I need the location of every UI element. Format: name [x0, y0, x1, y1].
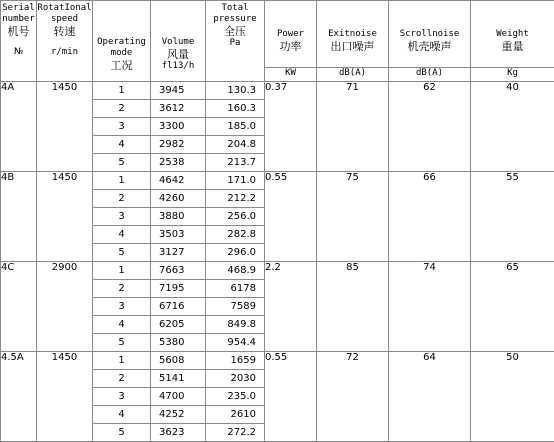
- operating-mode-cell: 2: [93, 100, 151, 118]
- header-scrollnoise-en1: Scrollnoise: [389, 29, 470, 40]
- volume-cell: 5380: [151, 334, 206, 352]
- operating-mode-cell: 4: [93, 226, 151, 244]
- volume-cell: 3127: [151, 244, 206, 262]
- volume-cell: 3623: [151, 424, 206, 442]
- volume-cell: 4260: [151, 190, 206, 208]
- header-volume-cn: 风量: [151, 48, 205, 61]
- table-row: [1, 352, 554, 370]
- volume-cell: 6205: [151, 316, 206, 334]
- model-number-cell: 4B: [1, 172, 37, 262]
- header-row: [1, 1, 554, 82]
- header-exitnoise-unit: dB(A): [317, 68, 388, 79]
- volume-cell: 6716: [151, 298, 206, 316]
- model-number-cell: 4.5A: [1, 352, 37, 442]
- header-volume: [151, 1, 206, 82]
- model-number-cell: 4C: [1, 262, 37, 352]
- header-serial-cn: 机号: [1, 25, 36, 38]
- volume-cell: 3300: [151, 118, 206, 136]
- power-cell: 0.55: [265, 352, 317, 442]
- volume-cell: 5608: [151, 352, 206, 370]
- weight-cell: 55: [471, 172, 554, 262]
- operating-mode-cell: 4: [93, 406, 151, 424]
- volume-cell: 4252: [151, 406, 206, 424]
- operating-mode-cell: 3: [93, 208, 151, 226]
- volume-cell: 3503: [151, 226, 206, 244]
- pressure-cell: 171.0: [206, 172, 265, 190]
- pressure-cell: 6178: [206, 280, 265, 298]
- pressure-cell: 130.3: [206, 82, 265, 100]
- header-power: [265, 1, 317, 82]
- power-cell: 0.37: [265, 82, 317, 172]
- weight-cell: 65: [471, 262, 554, 352]
- operating-mode-cell: 1: [93, 82, 151, 100]
- weight-cell: 50: [471, 352, 554, 442]
- volume-cell: 4642: [151, 172, 206, 190]
- pressure-cell: 160.3: [206, 100, 265, 118]
- table-row: [1, 82, 554, 100]
- model-number-cell: 4A: [1, 82, 37, 172]
- pressure-cell: 282.8: [206, 226, 265, 244]
- header-volume-en1: Volume: [151, 37, 205, 48]
- header-weight: [471, 1, 554, 82]
- volume-cell: 5141: [151, 370, 206, 388]
- exit-noise-cell: 72: [317, 352, 389, 442]
- header-volume-unit: fl13/h: [151, 61, 205, 72]
- header-power-cn: 功率: [265, 40, 316, 53]
- operating-mode-cell: 3: [93, 388, 151, 406]
- header-speed-en2: speed: [37, 14, 92, 25]
- speed-cell: 1450: [37, 172, 93, 262]
- header-mode-en2: mode: [93, 48, 150, 59]
- header-serial-unit: №: [1, 47, 36, 58]
- header-power-en1: Power: [265, 29, 316, 40]
- operating-mode-cell: 4: [93, 316, 151, 334]
- power-cell: 2.2: [265, 262, 317, 352]
- pressure-cell: 204.8: [206, 136, 265, 154]
- exit-noise-cell: 71: [317, 82, 389, 172]
- operating-mode-cell: 2: [93, 280, 151, 298]
- scroll-noise-cell: 62: [389, 82, 471, 172]
- header-mode-cn: 工况: [93, 59, 150, 72]
- header-pressure-unit: Pa: [206, 38, 264, 49]
- header-power-unit: KW: [265, 68, 316, 79]
- header-total-pressure: [206, 1, 265, 82]
- header-exit-noise: [317, 1, 389, 82]
- pressure-cell: 212.2: [206, 190, 265, 208]
- pressure-cell: 256.0: [206, 208, 265, 226]
- header-speed-unit: r/min: [37, 47, 92, 58]
- volume-cell: 2538: [151, 154, 206, 172]
- pressure-cell: 954.4: [206, 334, 265, 352]
- pressure-cell: 1659: [206, 352, 265, 370]
- header-scrollnoise-unit: dB(A): [389, 68, 470, 79]
- header-serial-en2: number: [1, 14, 36, 25]
- pressure-cell: 213.7: [206, 154, 265, 172]
- header-pressure-cn: 全压: [206, 25, 264, 38]
- operating-mode-cell: 5: [93, 154, 151, 172]
- header-pressure-en1: Total: [206, 3, 264, 14]
- pressure-cell: 272.2: [206, 424, 265, 442]
- header-weight-cn: 重量: [471, 40, 554, 53]
- exit-noise-cell: 85: [317, 262, 389, 352]
- spec-table-body: [1, 82, 554, 442]
- operating-mode-cell: 1: [93, 262, 151, 280]
- header-scroll-noise: [389, 1, 471, 82]
- header-serial-number: [1, 1, 37, 82]
- header-rotational-speed: [37, 1, 93, 82]
- operating-mode-cell: 5: [93, 334, 151, 352]
- operating-mode-cell: 2: [93, 190, 151, 208]
- header-mode-en1: Operating: [93, 37, 150, 48]
- header-speed-en1: RotatIonal: [37, 3, 92, 14]
- pressure-cell: 2030: [206, 370, 265, 388]
- speed-cell: 1450: [37, 352, 93, 442]
- header-weight-unit: Kg: [471, 68, 554, 79]
- header-weight-en1: Weight: [471, 29, 554, 40]
- pressure-cell: 468.9: [206, 262, 265, 280]
- exit-noise-cell: 75: [317, 172, 389, 262]
- operating-mode-cell: 4: [93, 136, 151, 154]
- volume-cell: 3612: [151, 100, 206, 118]
- speed-cell: 1450: [37, 82, 93, 172]
- header-exitnoise-en1: Exitnoise: [317, 29, 388, 40]
- operating-mode-cell: 5: [93, 424, 151, 442]
- scroll-noise-cell: 74: [389, 262, 471, 352]
- header-scrollnoise-cn: 机壳噪声: [389, 40, 470, 53]
- pressure-cell: 7589: [206, 298, 265, 316]
- volume-cell: 2982: [151, 136, 206, 154]
- volume-cell: 7195: [151, 280, 206, 298]
- volume-cell: 4700: [151, 388, 206, 406]
- operating-mode-cell: 1: [93, 172, 151, 190]
- volume-cell: 7663: [151, 262, 206, 280]
- table-row: [1, 262, 554, 280]
- header-pressure-en2: pressure: [206, 14, 264, 25]
- header-operating-mode: [93, 1, 151, 82]
- pressure-cell: 296.0: [206, 244, 265, 262]
- scroll-noise-cell: 66: [389, 172, 471, 262]
- operating-mode-cell: 2: [93, 370, 151, 388]
- operating-mode-cell: 5: [93, 244, 151, 262]
- operating-mode-cell: 1: [93, 352, 151, 370]
- volume-cell: 3945: [151, 82, 206, 100]
- speed-cell: 2900: [37, 262, 93, 352]
- power-cell: 0.55: [265, 172, 317, 262]
- weight-cell: 40: [471, 82, 554, 172]
- header-serial-en1: Serial: [1, 3, 36, 14]
- table-row: [1, 172, 554, 190]
- header-exitnoise-cn: 出口噪声: [317, 40, 388, 53]
- operating-mode-cell: 3: [93, 118, 151, 136]
- pressure-cell: 235.0: [206, 388, 265, 406]
- header-speed-cn: 转速: [37, 25, 92, 38]
- operating-mode-cell: 3: [93, 298, 151, 316]
- pressure-cell: 185.0: [206, 118, 265, 136]
- pressure-cell: 849.8: [206, 316, 265, 334]
- scroll-noise-cell: 64: [389, 352, 471, 442]
- pressure-cell: 2610: [206, 406, 265, 424]
- volume-cell: 3880: [151, 208, 206, 226]
